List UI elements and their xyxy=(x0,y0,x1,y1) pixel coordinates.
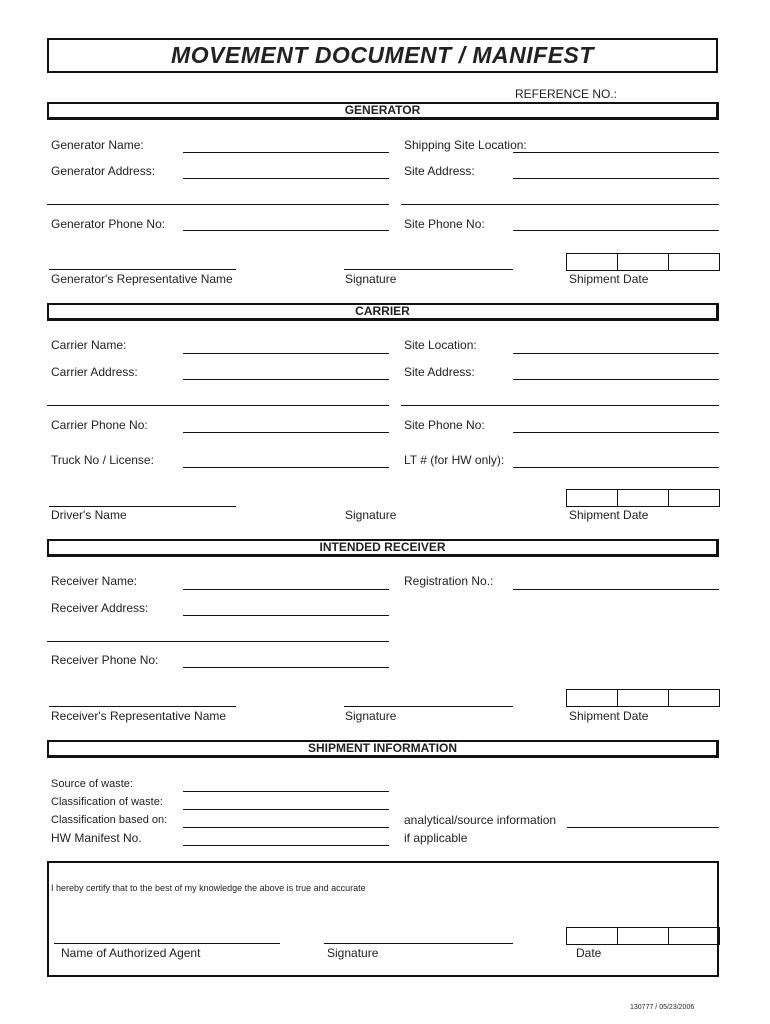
generator-section-header: GENERATOR xyxy=(47,102,719,120)
generator-address-line-2[interactable] xyxy=(47,204,389,205)
form-footer-code: 130777 / 05/23/2006 xyxy=(630,1004,695,1011)
lt-number-label: LT # (for HW only): xyxy=(404,453,505,467)
receiver-phone-field[interactable] xyxy=(183,667,389,668)
carrier-shipment-date-label: Shipment Date xyxy=(569,508,649,522)
carrier-phone-label: Carrier Phone No: xyxy=(51,418,148,432)
generator-address-label: Generator Address: xyxy=(51,164,156,178)
carrier-address-field[interactable] xyxy=(183,379,389,380)
certification-statement: I hereby certify that to the best of my knowledge the above is true and accurate xyxy=(51,883,366,893)
receiver-name-field[interactable] xyxy=(183,589,389,590)
carrier-signature-label: Signature xyxy=(345,508,397,522)
generator-rep-name-field[interactable] xyxy=(49,269,236,270)
generator-signature-field[interactable] xyxy=(344,269,513,270)
analytical-source-field[interactable] xyxy=(567,827,719,828)
carrier-shipment-date-boxes[interactable] xyxy=(566,489,720,507)
carrier-site-address-label: Site Address: xyxy=(404,365,475,379)
receiver-address-label: Receiver Address: xyxy=(51,601,149,615)
classification-based-on-label: Classification based on: xyxy=(51,814,168,826)
site-address-field[interactable] xyxy=(513,178,719,179)
classification-based-on-field[interactable] xyxy=(183,827,389,828)
site-phone-field[interactable] xyxy=(513,230,719,231)
page-title: MOVEMENT DOCUMENT / MANIFEST xyxy=(47,38,718,73)
source-of-waste-label: Source of waste: xyxy=(51,778,133,790)
carrier-section-header: CARRIER xyxy=(47,303,719,321)
carrier-site-location-field[interactable] xyxy=(513,353,719,354)
agent-date-label: Date xyxy=(576,946,602,960)
receiver-address-line-2[interactable] xyxy=(47,641,389,642)
classification-of-waste-field[interactable] xyxy=(183,809,389,810)
receiver-phone-label: Receiver Phone No: xyxy=(51,653,159,667)
carrier-site-phone-field[interactable] xyxy=(513,432,719,433)
reference-label: REFERENCE NO.: xyxy=(515,87,618,101)
generator-name-label: Generator Name: xyxy=(51,138,144,152)
carrier-name-label: Carrier Name: xyxy=(51,338,127,352)
shipment-section-header: SHIPMENT INFORMATION xyxy=(47,740,719,758)
classification-of-waste-label: Classification of waste: xyxy=(51,796,163,808)
carrier-address-label: Carrier Address: xyxy=(51,365,138,379)
hw-manifest-field[interactable] xyxy=(183,845,389,846)
generator-shipment-date-label: Shipment Date xyxy=(569,272,649,286)
registration-no-label: Registration No.: xyxy=(404,574,494,588)
site-phone-label: Site Phone No: xyxy=(404,217,485,231)
receiver-name-label: Receiver Name: xyxy=(51,574,138,588)
generator-signature-label: Signature xyxy=(345,272,397,286)
truck-license-label: Truck No / License: xyxy=(51,453,154,467)
generator-phone-label: Generator Phone No: xyxy=(51,217,166,231)
agent-signature-field[interactable] xyxy=(324,943,513,944)
driver-name-field[interactable] xyxy=(49,506,236,507)
lt-number-field[interactable] xyxy=(513,467,719,468)
generator-rep-name-label: Generator's Representative Name xyxy=(51,272,233,286)
receiver-shipment-date-boxes[interactable] xyxy=(566,689,720,707)
source-of-waste-field[interactable] xyxy=(183,791,389,792)
hw-manifest-label: HW Manifest No. xyxy=(51,831,142,845)
carrier-site-phone-label: Site Phone No: xyxy=(404,418,485,432)
receiver-signature-field[interactable] xyxy=(344,706,513,707)
analytical-source-label: analytical/source information xyxy=(404,813,557,827)
site-address-label: Site Address: xyxy=(404,164,475,178)
generator-phone-field[interactable] xyxy=(183,230,389,231)
if-applicable-label: if applicable xyxy=(404,831,468,845)
receiver-shipment-date-label: Shipment Date xyxy=(569,709,649,723)
authorized-agent-name-field[interactable] xyxy=(54,943,280,944)
receiver-section-header: INTENDED RECEIVER xyxy=(47,539,719,557)
generator-address-field[interactable] xyxy=(183,178,389,179)
carrier-address-line-2[interactable] xyxy=(47,405,389,406)
carrier-site-location-label: Site Location: xyxy=(404,338,477,352)
receiver-signature-label: Signature xyxy=(345,709,397,723)
authorized-agent-label: Name of Authorized Agent xyxy=(61,946,201,960)
carrier-site-address-line-2[interactable] xyxy=(401,405,719,406)
truck-license-field[interactable] xyxy=(183,467,389,468)
generator-shipment-date-boxes[interactable] xyxy=(566,253,720,271)
receiver-rep-name-field[interactable] xyxy=(49,706,236,707)
registration-no-field[interactable] xyxy=(513,589,719,590)
agent-date-boxes[interactable] xyxy=(566,927,720,945)
shipping-site-location-label: Shipping Site Location: xyxy=(404,138,527,152)
generator-name-field[interactable] xyxy=(183,152,389,153)
driver-name-label: Driver's Name xyxy=(51,508,127,522)
receiver-address-field[interactable] xyxy=(183,615,389,616)
carrier-phone-field[interactable] xyxy=(183,432,389,433)
carrier-site-address-field[interactable] xyxy=(513,379,719,380)
receiver-rep-name-label: Receiver's Representative Name xyxy=(51,709,227,723)
shipping-site-location-field[interactable] xyxy=(513,152,719,153)
site-address-line-2[interactable] xyxy=(401,204,719,205)
agent-signature-label: Signature xyxy=(327,946,379,960)
carrier-name-field[interactable] xyxy=(183,353,389,354)
